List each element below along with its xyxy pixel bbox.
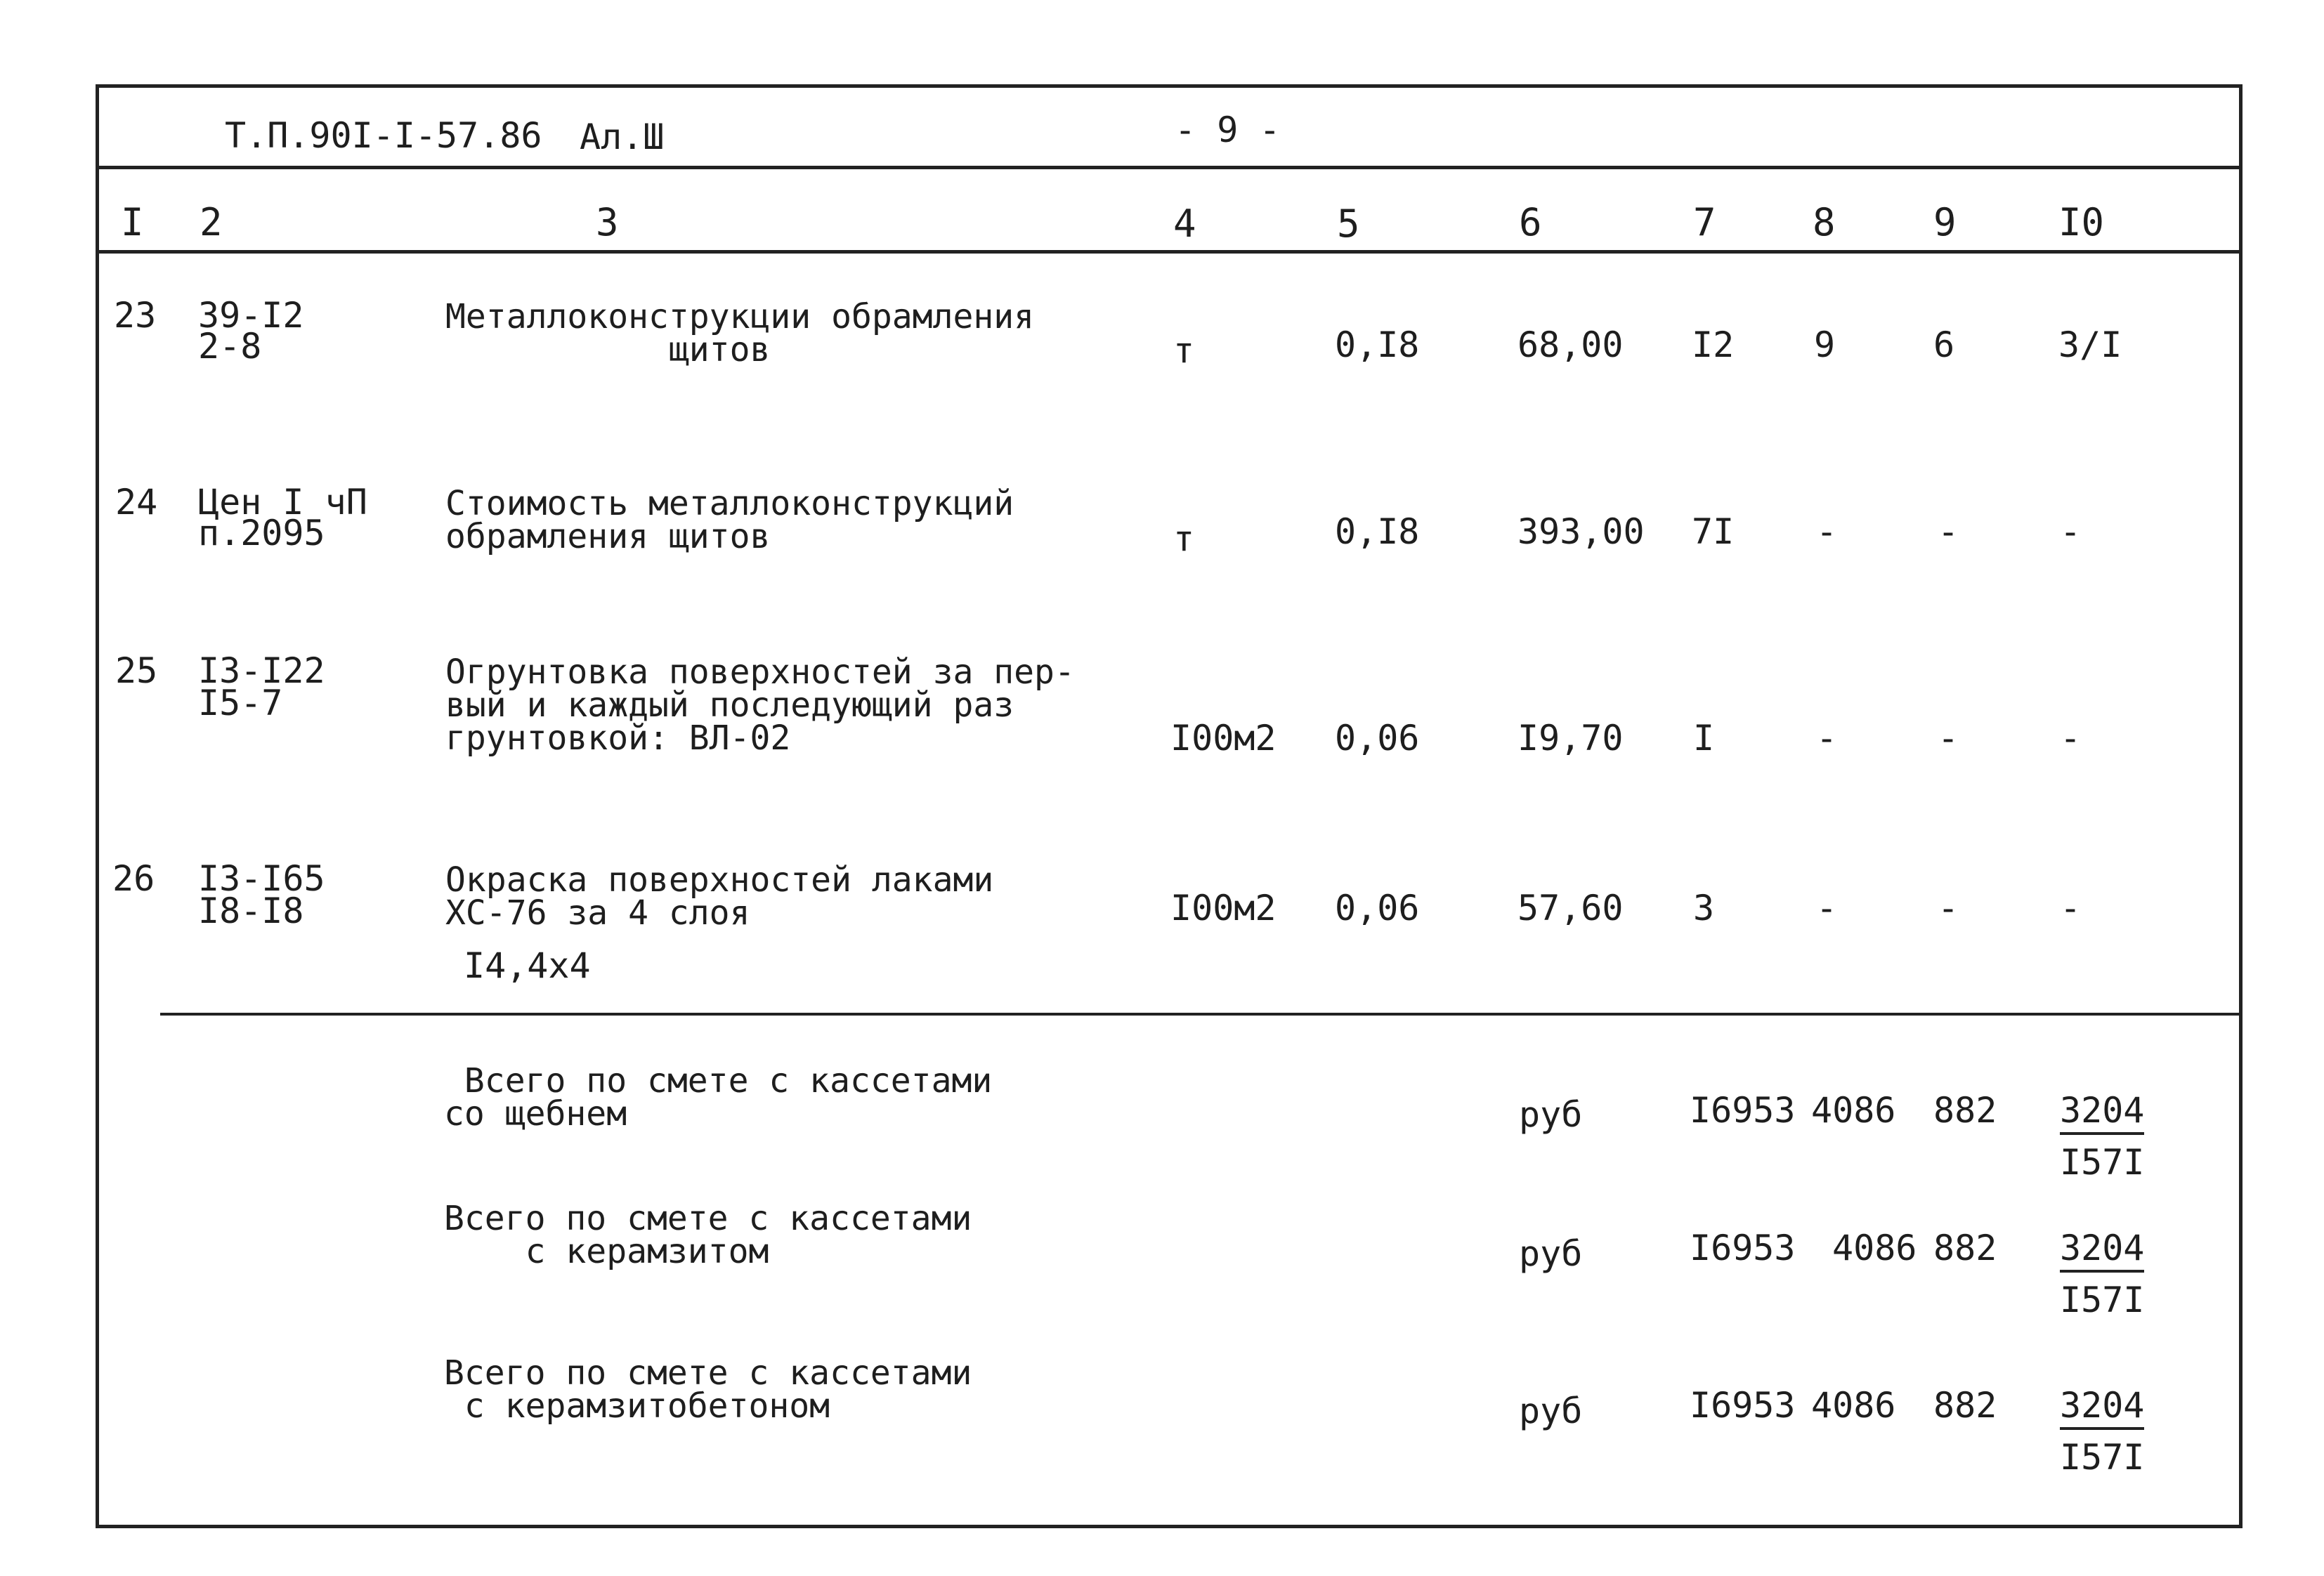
unit-price: 68,00 [1517,324,1624,365]
rate-code: Цен I чП [198,482,367,523]
total-col-10-top: 3204 [2060,1093,2144,1135]
col-9-value: - [1938,718,1959,759]
totals-divider [160,1013,2243,1016]
unit: т [1173,330,1195,371]
total-col-7: I6953 [1690,1090,1796,1131]
col-10-value: - [2060,888,2082,928]
total-col-10-bottom: I57I [2060,1142,2145,1183]
total-col-7: I6953 [1690,1385,1796,1426]
total-unit: руб [1519,1094,1583,1135]
total-col-9: 882 [1933,1090,1997,1131]
col-10-value: - [2060,511,2082,552]
col-8-value: 9 [1814,324,1836,365]
column-header-8: 8 [1813,200,1836,244]
unit: I00м2 [1170,888,1277,928]
col-10-value: 3/I [2058,324,2122,365]
rate-code-sub: 2-8 [198,326,262,367]
unit-price: 57,60 [1517,888,1624,928]
total-col-10-fraction [2060,1385,2145,1478]
column-header-1: I [121,200,144,244]
unit-price: I9,70 [1517,718,1624,759]
quantity-note: I4,4x4 [464,945,591,986]
column-header-5: 5 [1337,202,1360,246]
column-header-divider [96,250,2243,254]
quantity: 0,06 [1335,718,1420,759]
column-header-2: 2 [200,200,223,244]
work-description: Окраска поверхностей лаками ХС-76 за 4 слоя [445,860,994,933]
quantity: 0,06 [1335,888,1420,928]
column-header-4: 4 [1173,202,1196,246]
column-header-3: 3 [596,200,619,244]
row-number: 26 [112,858,155,899]
col-9-value: - [1938,511,1959,552]
rate-code: I3-I22 [198,650,325,691]
col-9-value: 6 [1933,324,1955,365]
total-col-8: 4086 [1832,1228,1917,1268]
total-col-8: 4086 [1811,1090,1896,1131]
row-number: 23 [114,295,157,336]
col-7-value: I2 [1692,324,1735,365]
rate-code-sub: I8-I8 [198,891,304,931]
total-col-10-top: 3204 [2060,1388,2144,1430]
rate-code: 39-I2 [198,295,304,336]
total-col-10-bottom: I57I [2060,1280,2145,1320]
total-label: Всего по смете с кассетами со щебнем [444,1061,993,1134]
total-label: Всего по смете с кассетами с керамзитом [444,1199,972,1272]
total-unit: руб [1519,1391,1583,1431]
unit-price: 393,00 [1517,511,1645,552]
work-description: Огрунтовка поверхностей за пер- вый и каждый последующий раз грунтовкой: ВЛ-02 [445,652,1075,759]
total-col-10-bottom: I57I [2060,1437,2145,1478]
column-header-10: I0 [2058,200,2105,244]
unit: I00м2 [1170,718,1277,759]
work-description: Стоимость металлоконструкций обрамления щитов [445,484,1014,557]
unit: т [1173,518,1195,559]
quantity: 0,I8 [1335,511,1420,552]
total-col-10-top: 3204 [2060,1230,2144,1273]
total-col-10-fraction [2060,1230,2144,1318]
col-7-value: 7I [1692,511,1735,552]
row-number: 24 [115,482,158,523]
total-col-9: 882 [1933,1228,1997,1268]
total-label: Всего по смете с кассетами с керамзитобетоном [444,1353,972,1426]
col-8-value: - [1816,718,1838,759]
col-8-value: - [1816,511,1838,552]
row-number: 25 [115,650,158,691]
column-header-9: 9 [1933,200,1957,244]
column-header-7: 7 [1693,200,1716,244]
album-number: Ал.Ш [580,117,665,157]
total-unit: руб [1519,1233,1583,1274]
total-col-8: 4086 [1811,1385,1896,1426]
rate-code: I3-I65 [198,858,325,899]
document-code: Т.П.90I-I-57.86 [225,115,542,156]
col-10-value: - [2060,718,2082,759]
column-header-6: 6 [1519,200,1542,244]
header-divider [96,166,2243,169]
rate-code-sub: п.2095 [198,513,325,553]
col-7-value: 3 [1693,888,1715,928]
col-7-value: I [1693,718,1715,759]
col-8-value: - [1816,888,1838,928]
page-number: - 9 - [1175,110,1281,150]
work-description: Металлоконструкции обрамления щитов [445,297,1035,370]
total-col-7: I6953 [1690,1228,1796,1268]
col-9-value: - [1938,888,1959,928]
total-col-9: 882 [1933,1385,1997,1426]
total-col-10-fraction [2060,1090,2145,1183]
quantity: 0,I8 [1335,324,1420,365]
rate-code-sub: I5-7 [198,683,283,723]
estimate-sheet [96,84,2243,1528]
